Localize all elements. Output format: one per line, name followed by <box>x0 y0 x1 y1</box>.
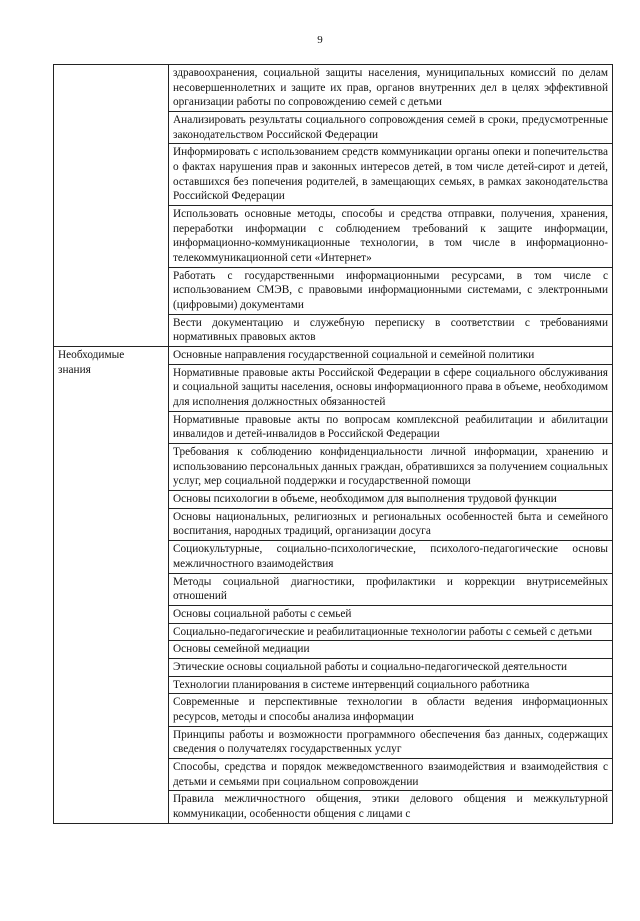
requirement-item: Этические основы социальной работы и социально-педагогической деятельности <box>169 658 613 676</box>
requirement-item: Вести документацию и служебную переписку в соответствии с требованиями нормативных правовых актов <box>169 314 613 346</box>
requirement-item: здравоохранения, социальной защиты населения, муниципальных комиссий по делам несовершеннолетних и защите их прав, органов внутренних дел в целях эффективной организации работы по сопровождению семей с детьми <box>169 65 613 112</box>
requirement-item: Технологии планирования в системе интервенций социального работника <box>169 676 613 694</box>
requirement-item: Основы психологии в объеме, необходимом для выполнения трудовой функции <box>169 491 613 509</box>
section-label-line: Необходимые <box>58 349 125 362</box>
requirement-item: Нормативные правовые акты по вопросам комплексной реабилитации и абилитации инвалидов и детей-инвалидов в Российской Федерации <box>169 411 613 443</box>
page-number: 9 <box>317 34 323 46</box>
requirement-item: Способы, средства и порядок межведомственного взаимодействия и взаимодействия с детьми и семьями при социальном сопровождении <box>169 758 613 790</box>
table-row <box>54 65 613 112</box>
requirement-item: Анализировать результаты социального сопровождения семей в сроки, предусмотренные законодательством Российской Федерации <box>169 112 613 144</box>
table-row <box>54 347 613 365</box>
requirement-item: Работать с государственными информационными ресурсами, в том числе с использованием СМЭВ, с правовыми информационными системами, с электронными (цифровыми) документами <box>169 267 613 314</box>
requirements-table <box>53 64 613 824</box>
requirement-item: Требования к соблюдению конфиденциальности личной информации, хранению и использованию персональных данных граждан, обратившихся за получением социальных услуг, мер социальной поддержки и государственной помощи <box>169 444 613 491</box>
requirement-item: Современные и перспективные технологии в области ведения информационных ресурсов, методы и способы анализа информации <box>169 694 613 726</box>
section-label-cell <box>54 65 169 347</box>
requirement-item: Основы социальной работы с семьей <box>169 605 613 623</box>
requirement-item: Основы семейной медиации <box>169 641 613 659</box>
requirement-item: Методы социальной диагностики, профилактики и коррекции внутрисемейных отношений <box>169 573 613 605</box>
requirement-item: Основы национальных, религиозных и региональных особенностей быта и семейного воспитания, народных традиций, организации досуга <box>169 508 613 540</box>
requirement-item: Информировать с использованием средств коммуникации органы опеки и попечительства о фактах нарушения прав и законных интересов детей, в том числе детей-сирот и детей, оставшихся без попечения родителей, в замещающих семьях, в рамках законодательства Российской Федерации <box>169 144 613 206</box>
requirement-item: Нормативные правовые акты Российской Федерации в сфере социального обслуживания и социальной защиты населения, основы информационного права в объеме, необходимом для исполнения должностных обязанностей <box>169 364 613 411</box>
requirement-item: Социокультурные, социально-психологические, психолого-педагогические основы межличностного взаимодействия <box>169 541 613 573</box>
section-label-cell <box>54 347 169 823</box>
requirement-item: Правила межличностного общения, этики делового общения и межкультурной коммуникации, особенности общения с лицами с <box>169 791 613 823</box>
requirement-item: Принципы работы и возможности программного обеспечения баз данных, содержащих сведения о получателях государственных услуг <box>169 726 613 758</box>
requirement-item: Социально-педагогические и реабилитационные технологии работы с семьей с детьми <box>169 623 613 641</box>
requirement-item: Основные направления государственной социальной и семейной политики <box>169 347 613 365</box>
requirement-item: Использовать основные методы, способы и средства отправки, получения, хранения, переработки информации с соблюдением требований к защите информации, информационно-коммуникационные технологии, в том числе в информационно-телекоммуникационной сети «Интернет» <box>169 206 613 268</box>
section-label-line: знания <box>58 363 91 376</box>
